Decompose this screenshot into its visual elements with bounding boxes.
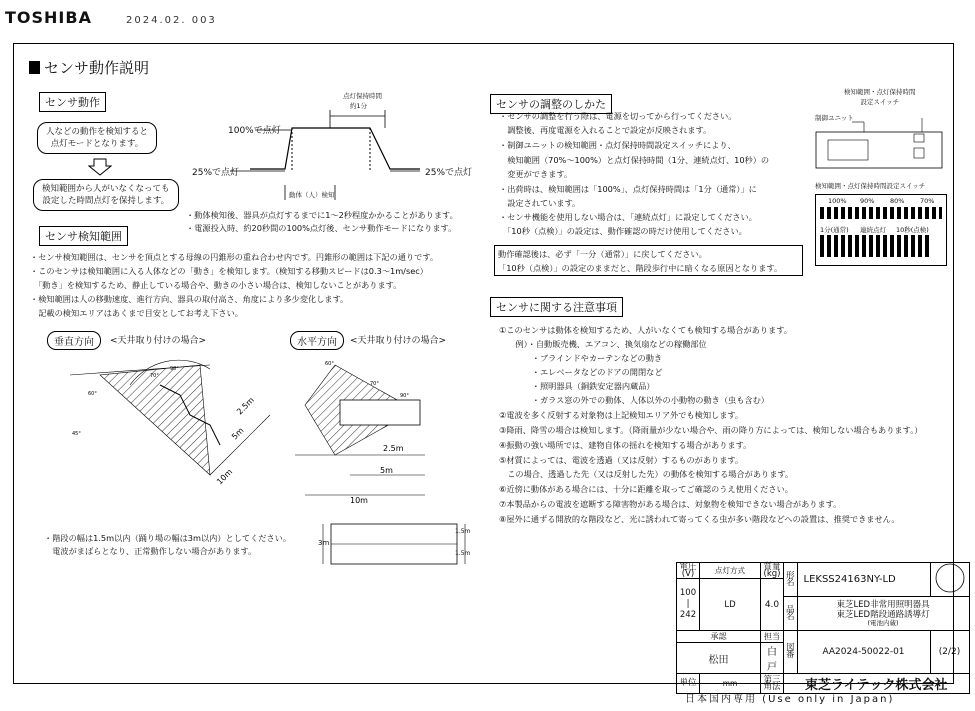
detect-pill	[37, 122, 157, 154]
stair-note-1: ・階段の幅は1.5m以内（踊り場の幅は3m以内）としてください。	[44, 533, 292, 543]
sw-head-90: 90%	[860, 197, 875, 205]
stair-width2-label: 1.5m	[455, 550, 471, 557]
unit-window	[828, 140, 868, 160]
page-title-text: センサ動作説明	[44, 59, 150, 77]
tb-voltage	[677, 579, 700, 631]
sw-head2-3: 10秒(点検)	[896, 226, 929, 234]
dim-10m: 10m	[215, 467, 235, 487]
tb-approve-h: 承認	[677, 631, 761, 643]
caution-label: センサに関する注意事項	[490, 297, 623, 317]
hold-time-value: 約1分	[350, 102, 368, 110]
action-note-1: ・動体検知後、器具が点灯するまでに1～2秒程度かかることがあります。	[186, 210, 458, 220]
vertical-direction-label: 垂直方向	[47, 331, 101, 350]
caution-line-12: ⑥近傍に動体がある場合には、十分に距離を取ってご確認のうえ使用ください。	[499, 484, 793, 494]
tb-model: LEKSS24163NY-LD	[797, 563, 930, 597]
caution-line-2: 例）・自動販売機、エアコン、換気扇などの稼働部位	[499, 339, 707, 349]
caution-line-4: ・エレベータなどのドアの開閉など	[499, 367, 663, 377]
tb-voltage-1: 100	[679, 588, 697, 598]
switch-callout-2: 設定スイッチ	[860, 98, 900, 106]
switch-callout-1: 検知範囲・点灯保持時間	[844, 88, 916, 96]
hold-pill-line2: 設定した時間点灯を保持します。	[42, 196, 170, 206]
adjust-label: センサの調整のしかた	[490, 94, 612, 114]
caution-line-1: ①このセンサは動体を検知するため、人がいなくても検知する場合があります。	[499, 325, 792, 335]
tb-mass: 4.0	[761, 579, 784, 631]
tb-method: LD	[700, 579, 761, 631]
switch-callout	[844, 87, 916, 107]
tb-voltage-2: |	[686, 599, 690, 609]
action-note-2: ・電源投入時、約20秒間の100%点灯後、センサ動作モードになります。	[186, 223, 457, 233]
title-square-icon	[29, 61, 40, 74]
h-dim-5m: 5m	[380, 466, 393, 475]
dim-2-5m: 2.5m	[235, 395, 256, 417]
switch-setting-table	[815, 194, 947, 266]
confirm-note-box	[494, 245, 803, 276]
tb-type-h: 形名	[784, 563, 798, 597]
tb-unit-v: mm	[700, 674, 761, 694]
page-title	[29, 57, 149, 78]
adjust-line-9: 「10秒（点検）」の設定は、動作確認の時だけ使用してください。	[499, 226, 747, 236]
caution-line-13: ⑦本製品からの電波を遮断する障害物がある場合は、対象物を検知できない場合があります。	[499, 499, 842, 509]
caution-line-8: ③降雨、降雪の場合は検知します。（降雨量が少ない場合や、雨の降り方によっては、検知しない場合もあります。）	[499, 425, 923, 435]
tb-voltage-3: 242	[679, 610, 697, 620]
adjust-line-4: 検知範囲（70%～100%）と点灯保持時間（1分、連続点灯、10秒）の	[499, 155, 770, 165]
tb-mass-h: 質量(kg)	[761, 563, 784, 579]
low-light-right-label: 25%で点灯	[425, 168, 473, 178]
tb-name-3: (電池内蔵)	[867, 619, 899, 627]
tb-proj: 第三角法	[761, 674, 784, 694]
down-arrow-icon	[88, 158, 112, 176]
range-line-1: ・センサ検知範囲は、センサを頂点とする母線の円錐形の重ね合わせ内です。円錐形の範囲は下記の通りです。	[30, 252, 439, 262]
brand-logo: TOSHIBA	[5, 8, 92, 27]
angle-60: 60°	[88, 391, 97, 397]
sw-head-80: 80%	[890, 197, 905, 205]
tb-company: 東芝ライテック株式会社	[784, 674, 970, 694]
range-line-5: 記載の検知エリアはあくまで目安としてお考え下さい。	[30, 308, 243, 318]
tb-method-h: 点灯方式	[700, 563, 761, 579]
tb-name	[797, 597, 969, 631]
h-angle-60: 60°	[325, 361, 334, 367]
switch-table-title: 検知範囲・点灯保持時間設定スイッチ	[815, 182, 926, 190]
confirm-note-1: 動作確認後は、必ず「一分（通常）」に戻してください。	[498, 249, 707, 259]
adjust-line-6: ・出荷時は、検知範囲は「100%」、点灯保持時間は「1分（通常）」に	[499, 184, 757, 194]
angle-90: 90°	[170, 366, 179, 372]
detect-pill-line2: 点灯モードとなります。	[50, 139, 144, 149]
adjust-line-3: ・制御ユニットの検知範囲・点灯保持時間設定スイッチにより、	[499, 140, 736, 150]
sensor-action-label: センサ動作	[39, 92, 106, 112]
adjust-line-5: 変更ができます。	[499, 169, 573, 179]
adjust-line-7: 設定されています。	[499, 198, 581, 208]
horizontal-range-diagram	[295, 355, 445, 505]
full-light-label: 100%で点灯	[228, 126, 281, 136]
stair-width1-label: 1.5m	[455, 528, 471, 535]
stair-width-diagram	[315, 520, 475, 570]
sw-head-100: 100%	[828, 197, 847, 205]
hold-time-label: 点灯保持時間	[343, 92, 382, 100]
vertical-cone	[100, 365, 210, 475]
tb-unit: 単位	[677, 674, 700, 694]
caution-line-7: ②電波を多く反射する対象物は上記検知エリア外でも検知します。	[499, 410, 744, 420]
h-dim-2-5m: 2.5m	[383, 444, 404, 453]
h-angle-90: 90°	[400, 393, 409, 399]
tb-circle-icon	[935, 563, 965, 593]
horizontal-stair	[340, 400, 420, 425]
hold-pill	[33, 179, 179, 211]
sw-head-70: 70%	[920, 197, 935, 205]
footer-note: 日本国内専用 (Use only in Japan)	[685, 694, 895, 705]
control-unit-diagram	[814, 118, 944, 174]
range-line-3: 「動き」を検知するため、静止している場合や、動きの小さい場合は、検知しないことがあります。	[30, 280, 402, 290]
tb-voltage-h: 電圧(V)	[677, 563, 700, 579]
tb-name-1: 東芝LED非常用照明器具	[836, 600, 930, 610]
vertical-note: <天井取り付けの場合>	[110, 336, 207, 346]
h-dim-10m: 10m	[350, 496, 368, 505]
detect-event-label: 動体（人）検知	[289, 191, 335, 199]
detect-pill-line1: 人などの動作を検知すると	[46, 127, 149, 137]
tb-dwg: AA2024-50022-01	[797, 631, 930, 674]
tb-approver: 松田	[677, 643, 761, 674]
range-line-2: ・このセンサは検知範囲に入る人体などの「動き」を検知します。（検知する移動スピードは0.3～1m/sec）	[30, 266, 428, 276]
tb-sheet: (2/2)	[930, 631, 969, 674]
confirm-note-2: 「10秒（点検）」の設定のままだと、階段歩行中に暗くなる原因となります。	[498, 263, 783, 273]
tb-charge-h: 担当	[761, 631, 784, 643]
hold-pill-line1: 検知範囲から人がいなくなっても	[42, 184, 170, 194]
doc-code: 2024.02. 003	[126, 15, 217, 26]
vertical-dim-line	[210, 415, 270, 475]
caution-line-14: ⑧屋外に通ずる開放的な階段など、光に誘われて寄ってくる虫が多い階段などへの設置は、推奨できません。	[499, 514, 900, 524]
tb-person: 白戸	[761, 643, 784, 674]
angle-70: 70°	[150, 373, 159, 379]
caution-line-5: ・照明器具（銅鉄安定器内蔵品）	[499, 381, 655, 391]
caution-line-10: ⑤材質によっては、電波を透過（又は反射）するものがあります。	[499, 455, 744, 465]
tb-name-2: 東芝LED階段通路誘導灯	[836, 610, 930, 620]
angle-45: 45°	[72, 431, 81, 437]
low-light-left-label: 25%で点灯	[192, 168, 240, 178]
horizontal-direction-label: 水平方向	[290, 331, 344, 350]
sw-head2-2: 連続点灯	[860, 226, 886, 234]
tb-dwg-h: 図番	[784, 631, 798, 674]
adjust-line-8: ・センサ機能を使用しない場合は、「連続点灯」に設定してください。	[499, 212, 757, 222]
caution-line-3: ・ブラインドやカーテンなどの動き	[499, 353, 663, 363]
h-angle-70: 70°	[370, 381, 379, 387]
caution-line-9: ④振動の強い場所では、建物自体の揺れを検知する場合があります。	[499, 440, 752, 450]
horizontal-note: <天井取り付けの場合>	[350, 336, 447, 346]
dim-5m: 5m	[230, 425, 246, 442]
stair-note-2: 電波がまばらとなり、正常動作しない場合があります。	[44, 546, 257, 556]
title-block	[676, 562, 970, 694]
unit-callout: 制御ユニット	[815, 114, 854, 122]
caution-line-11: この場合、透過した先（又は反射した先）の動体を検知する場合があります。	[499, 469, 794, 479]
adjust-line-1: ・センサの調整を行う際は、電源を切ってから行ってください。	[499, 111, 737, 121]
caution-line-6: ・ガラス窓の外での動体、人体以外の小動物の動き（虫も含む）	[499, 395, 769, 405]
vertical-range-diagram	[60, 355, 275, 515]
detect-range-label: センサ検知範囲	[39, 226, 128, 246]
unit-switch-1	[914, 134, 924, 142]
stair-height-label: 3m	[318, 539, 330, 547]
tb-name-h: 品名	[784, 597, 798, 631]
tb-circle-cell	[930, 563, 969, 597]
sw-row1	[820, 207, 942, 219]
range-line-4: ・検知範囲は人の移動速度、進行方向、器具の取付高さ、角度により多少変化します。	[30, 294, 349, 304]
sw-row2	[820, 235, 930, 257]
sw-head2-1: 1分(通常)	[820, 226, 849, 234]
adjust-line-2: 調整後、再度電源を入れることで設定が反映されます。	[499, 125, 712, 135]
unit-switch-2	[914, 148, 924, 158]
